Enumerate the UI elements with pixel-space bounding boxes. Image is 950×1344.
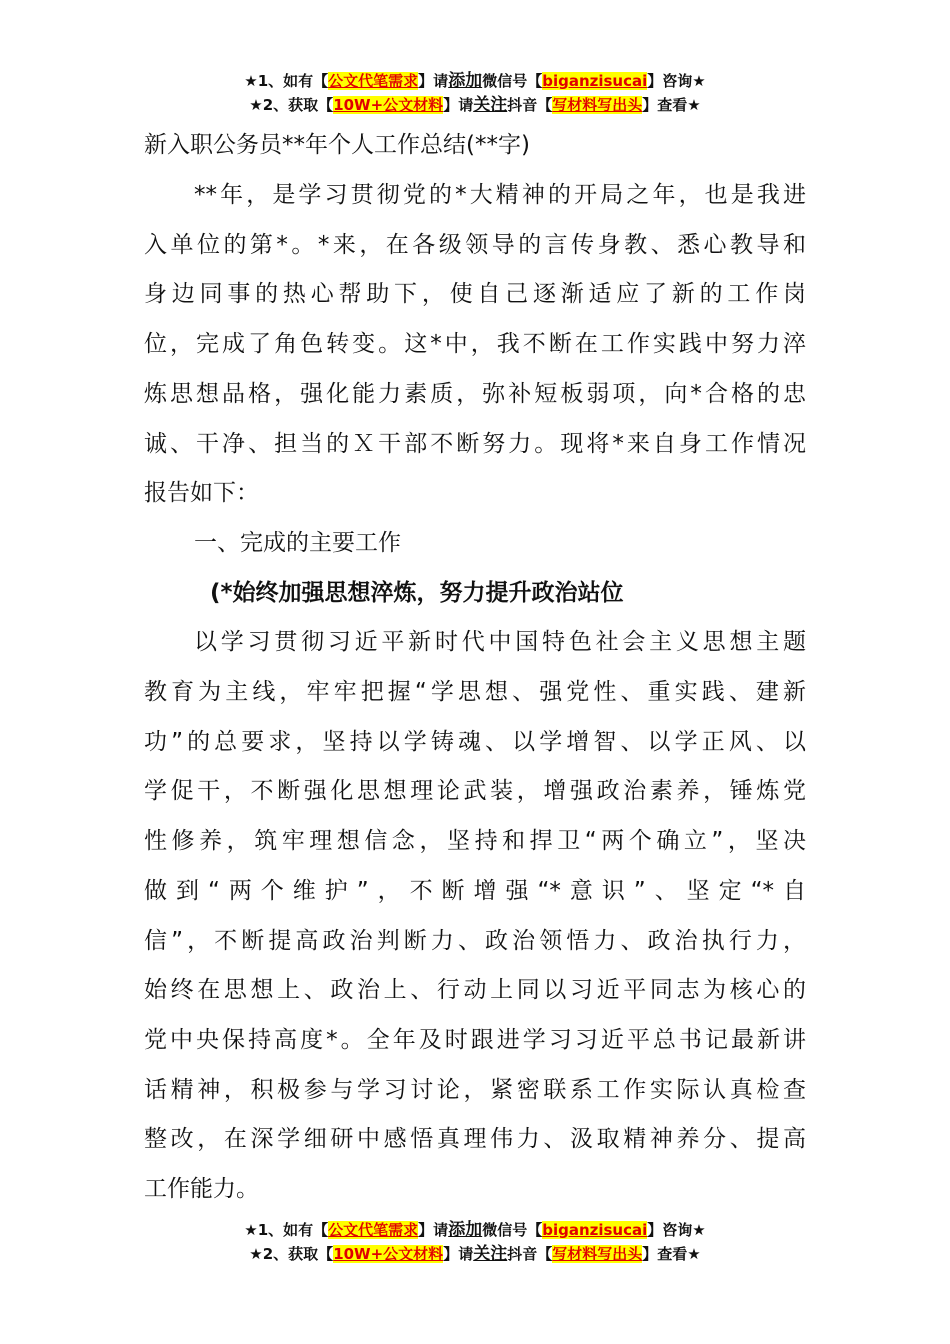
text: 】请	[418, 1221, 449, 1239]
highlight: 写材料写出头	[552, 1245, 643, 1263]
text: 抖音【	[507, 1245, 553, 1263]
paragraph-line: **年，是学习贯彻党的*大精神的开局之年，也是我进	[194, 182, 806, 208]
text: 】请	[443, 1245, 474, 1263]
text: 微信号【	[482, 1221, 543, 1239]
text: 】查看★	[642, 1245, 701, 1263]
text: 添加	[448, 1220, 483, 1240]
paragraph-line: 性修养，筑牢理想信念，坚持和捍卫“两个确立”，坚决	[144, 828, 806, 855]
promo-banner-bottom	[0, 1218, 950, 1266]
paragraph-line: 整改，在深学细研中感悟真理伟力、汲取精神养分、提高	[144, 1126, 806, 1153]
highlight: 公文代笔需求	[328, 1221, 419, 1239]
text: ★1、如有【	[244, 72, 329, 90]
text: ★2、获取【	[249, 96, 334, 114]
text: 抖音【	[507, 96, 553, 114]
highlight: 10W+公文材料	[333, 96, 444, 114]
text: 添加	[448, 71, 483, 91]
text: 】咨询★	[647, 72, 706, 90]
text: ★1、如有【	[244, 1221, 329, 1239]
paragraph-line: 始终在思想上、政治上、行动上同以习近平同志为核心的	[144, 977, 806, 1004]
text: 】查看★	[642, 96, 701, 114]
paragraph-line: 学促干，不断强化思想理论武装，增强政治素养，锤炼党	[144, 778, 806, 805]
highlight: 写材料写出头	[552, 96, 643, 114]
paragraph-line: 位，完成了角色转变。这*中，我不断在工作实践中努力淬	[144, 331, 806, 358]
paragraph-line: 党中央保持高度*。全年及时跟进学习习近平总书记最新讲	[144, 1026, 806, 1053]
section-heading: 一、完成的主要工作	[194, 529, 401, 556]
paragraph-line: 炼思想品格，强化能力素质，弥补短板弱项，向*合格的忠	[144, 380, 806, 407]
paragraph-line: 教育为主线，牢牢把握“学思想、强党性、重实践、建新	[144, 679, 806, 705]
paragraph-line: 报告如下：	[144, 480, 259, 507]
paragraph-line: 诚、干净、担当的Ｘ干部不断努力。现将*来自身工作情况	[144, 430, 806, 457]
paragraph-line: 信”，不断提高政治判断力、政治领悟力、政治执行力，	[144, 927, 806, 954]
highlight: biganzisucai	[542, 1221, 648, 1239]
text: 】请	[418, 72, 449, 90]
promo-banner-top	[0, 69, 950, 117]
text: 】咨询★	[647, 1221, 706, 1239]
paragraph-line: 工作能力。	[144, 1176, 259, 1202]
text: ★2、获取【	[249, 1245, 334, 1263]
text: 】请	[443, 96, 474, 114]
paragraph-line: 以学习贯彻习近平新时代中国特色社会主义思想主题	[194, 629, 806, 656]
paragraph-line: 功”的总要求，坚持以学铸魂、以学增智、以学正风、以	[144, 728, 806, 755]
highlight: 10W+公文材料	[333, 1245, 444, 1263]
paragraph-line: 话精神，积极参与学习讨论，紧密联系工作实际认真检查	[144, 1076, 806, 1103]
text: 关注	[473, 1244, 508, 1264]
paragraph-line: 做到“两个维护”，不断增强“*意识”、坚定“*自	[144, 877, 806, 904]
section-heading: (*始终加强思想淬炼，努力提升政治站位	[210, 579, 624, 606]
highlight: 公文代笔需求	[328, 72, 419, 90]
paragraph-line: 入单位的第*。*来，在各级领导的言传身教、悉心教导和	[144, 231, 806, 258]
text: 微信号【	[482, 72, 543, 90]
paragraph-line: 身边同事的热心帮助下，使自己逐渐适应了新的工作岗	[144, 281, 806, 308]
highlight: biganzisucai	[542, 72, 648, 90]
text: 关注	[473, 95, 508, 115]
document-title: 新入职公务员**年个人工作总结(**字)	[144, 132, 530, 158]
